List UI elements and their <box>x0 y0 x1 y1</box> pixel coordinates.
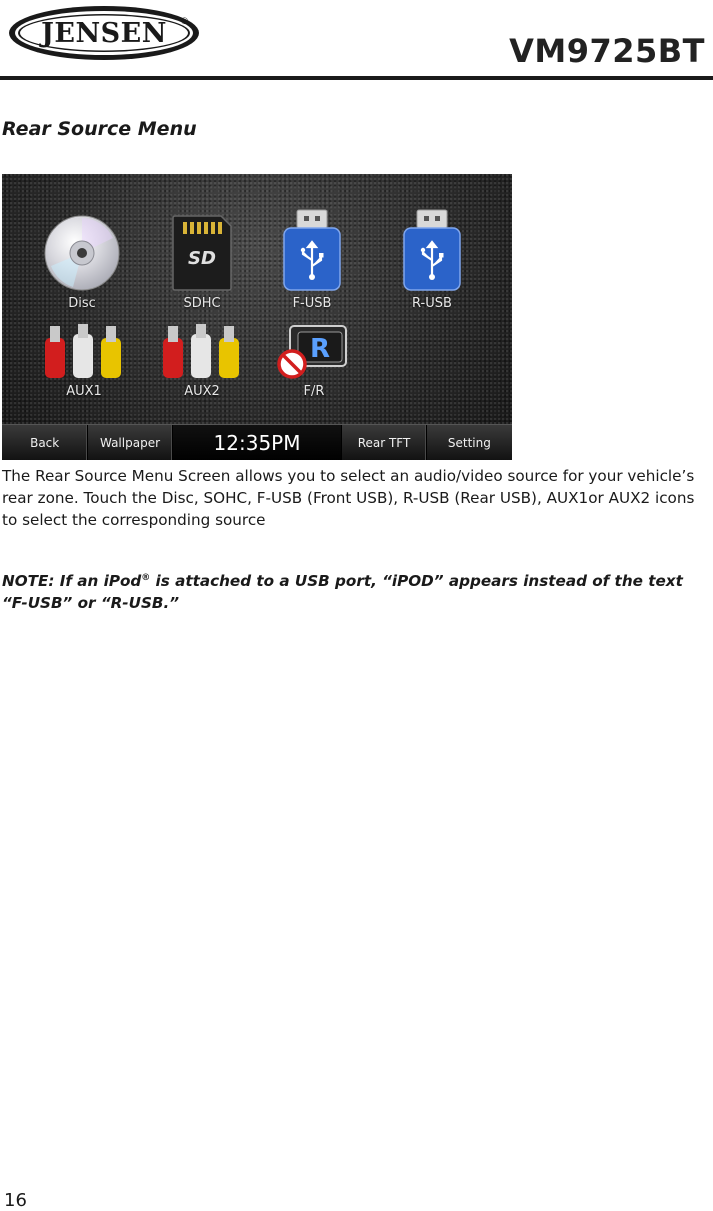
source-label: SDHC <box>183 296 221 311</box>
model-number: VM9725BT <box>509 32 705 70</box>
source-label: AUX1 <box>66 384 102 399</box>
rear-source-menu-screen <box>2 174 512 460</box>
page-number: 16 <box>4 1190 27 1211</box>
usb-drive-icon <box>280 208 344 292</box>
source-disc[interactable] <box>32 214 132 311</box>
source-aux2[interactable] <box>152 324 252 399</box>
header-rule <box>0 76 713 80</box>
bottom-bar <box>2 424 512 460</box>
source-sdhc[interactable] <box>152 214 252 311</box>
note-text-start: NOTE: If an iPod <box>2 572 142 591</box>
sd-card-icon <box>169 214 235 292</box>
source-label: Disc <box>68 296 96 311</box>
front-rear-icon <box>276 324 352 380</box>
source-label: F/R <box>303 384 325 399</box>
source-label: F-USB <box>292 296 332 311</box>
source-aux1[interactable] <box>34 324 134 399</box>
section-title: Rear Source Menu <box>2 118 197 140</box>
usb-drive-icon <box>400 208 464 292</box>
source-label: R-USB <box>412 296 452 311</box>
rca-cable-icon <box>157 324 247 380</box>
registered-mark: ® <box>141 573 151 583</box>
description-paragraph: The Rear Source Menu Screen allows you to select an audio/video source for your vehicle’s rear zone. Touch the Disc, SOHC, F-USB (Front USB), R-USB (Rear USB), AUX1or AUX2 icons to select the corresponding source <box>2 467 695 529</box>
rear-tft-button[interactable]: Rear TFT <box>342 425 426 460</box>
rca-cable-icon <box>39 324 129 380</box>
back-button[interactable]: Back <box>2 425 88 460</box>
svg-text:SD: SD <box>188 248 216 269</box>
clock-display: 12:35PM <box>173 425 343 460</box>
source-r-usb[interactable] <box>382 208 482 311</box>
source-label: AUX2 <box>184 384 220 399</box>
source-front-rear[interactable] <box>264 324 364 399</box>
disc-icon <box>43 214 121 292</box>
wallpaper-button[interactable]: Wallpaper <box>88 425 172 460</box>
source-f-usb[interactable] <box>262 208 362 311</box>
jensen-logo <box>6 4 202 62</box>
setting-button[interactable]: Setting <box>447 436 491 450</box>
svg-text:R: R <box>309 334 331 364</box>
note-text-end: is attached to a USB port, “iPOD” appears instead of the text “F-USB” or “R-USB.” <box>2 572 683 613</box>
svg-text:JENSEN: JENSEN <box>41 18 167 49</box>
ipod-note <box>2 567 708 614</box>
svg-text:®: ® <box>180 17 189 27</box>
